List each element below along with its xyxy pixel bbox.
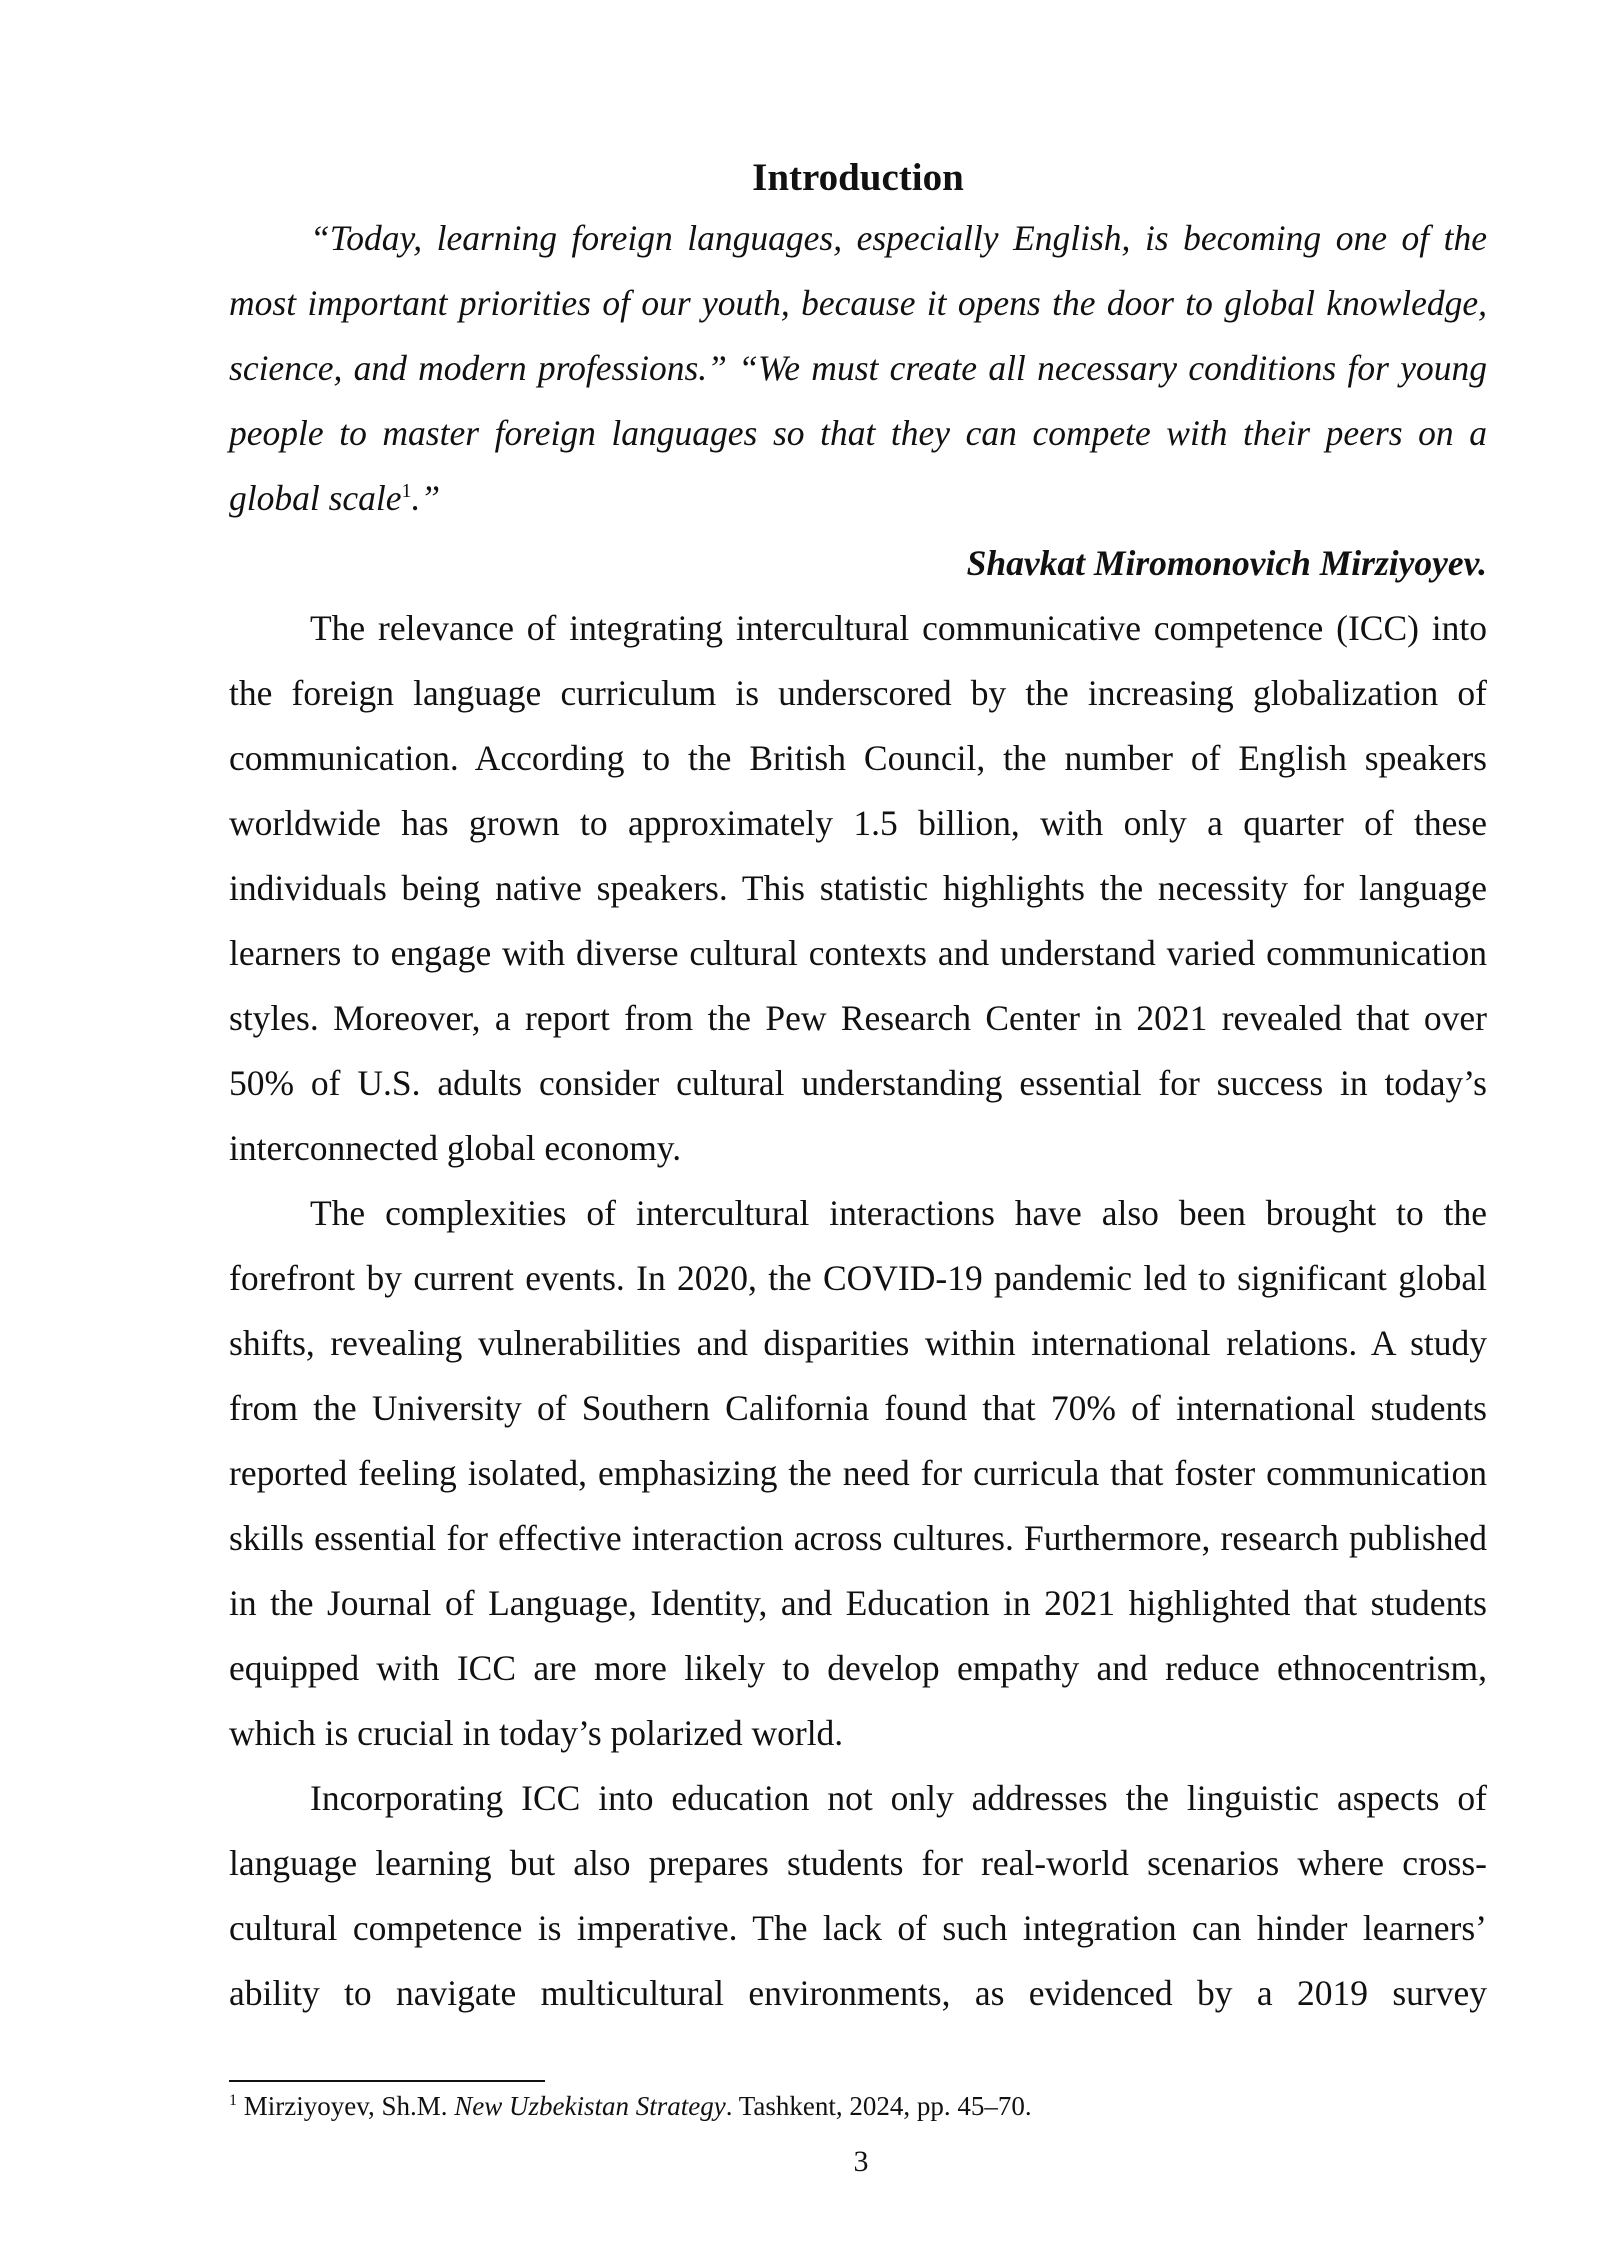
footnote [229, 2088, 1487, 2124]
footnote-title: New Uzbekistan Strategy [454, 2091, 726, 2121]
epigraph-quote-text: “Today, learning foreign languages, especially English, is becoming one of the most important priorities of our youth, because it opens the door to global knowledge, science, and modern professions.” “We must create all necessary conditions for young people to master foreign languages so that they can compete with their peers on a global scale [229, 218, 1487, 518]
epigraph-author: Shavkat Miromonovich Mirziyoyev. [966, 543, 1487, 583]
body-paragraph-1: The relevance of integrating intercultural communicative competence (ICC) into the foreign language curriculum is underscored by the increasing globalization of communication. According to the British Council, the number of English speakers worldwide has grown to approximately 1.5 billion, with only a quarter of these individuals being native speakers. This statistic highlights the necessity for language learners to engage with diverse cultural contexts and understand varied communication styles. Moreover, a report from the Pew Research Center in 2021 revealed that over 50% of U.S. adults consider cultural understanding essential for success in today’s interconnected global economy. [229, 608, 1487, 1168]
footnote-text-before: Mirziyoyev, Sh.M. [237, 2091, 455, 2121]
body-paragraph-2: The complexities of intercultural interactions have also been brought to the forefront by current events. In 2020, the COVID-19 pandemic led to significant global shifts, revealing vulnerabilities and disparities within international relations. A study from the University of Southern California found that 70% of international students reported feeling isolated, emphasizing the need for curricula that foster communication skills essential for effective interaction across cultures. Furthermore, research published in the Journal of Language, Identity, and Education in 2021 highlighted that students equipped with ICC are more likely to develop empathy and reduce ethnocentrism, which is crucial in today’s polarized world. [229, 1193, 1487, 1753]
body-paragraph-3: Incorporating ICC into education not only addresses the linguistic aspects of language learning but also prepares students for real-world scenarios where cross-cultural competence is imperative. The lack of such integration can hinder learners’ ability to navigate multicultural environments, as evidenced by a 2019 survey [229, 1778, 1487, 2013]
page-number: 3 [853, 2145, 869, 2178]
section-title: Introduction [752, 156, 964, 199]
footnote-separator [229, 2080, 545, 2082]
footnote-reference[interactable]: 1 [401, 480, 412, 503]
page-body [229, 150, 1487, 2026]
epigraph-quote [229, 206, 1487, 531]
footnote-marker: 1 [229, 2092, 237, 2109]
footnote-text-after: . Tashkent, 2024, pp. 45–70. [725, 2091, 1032, 2121]
epigraph-quote-end: .” [411, 478, 441, 518]
